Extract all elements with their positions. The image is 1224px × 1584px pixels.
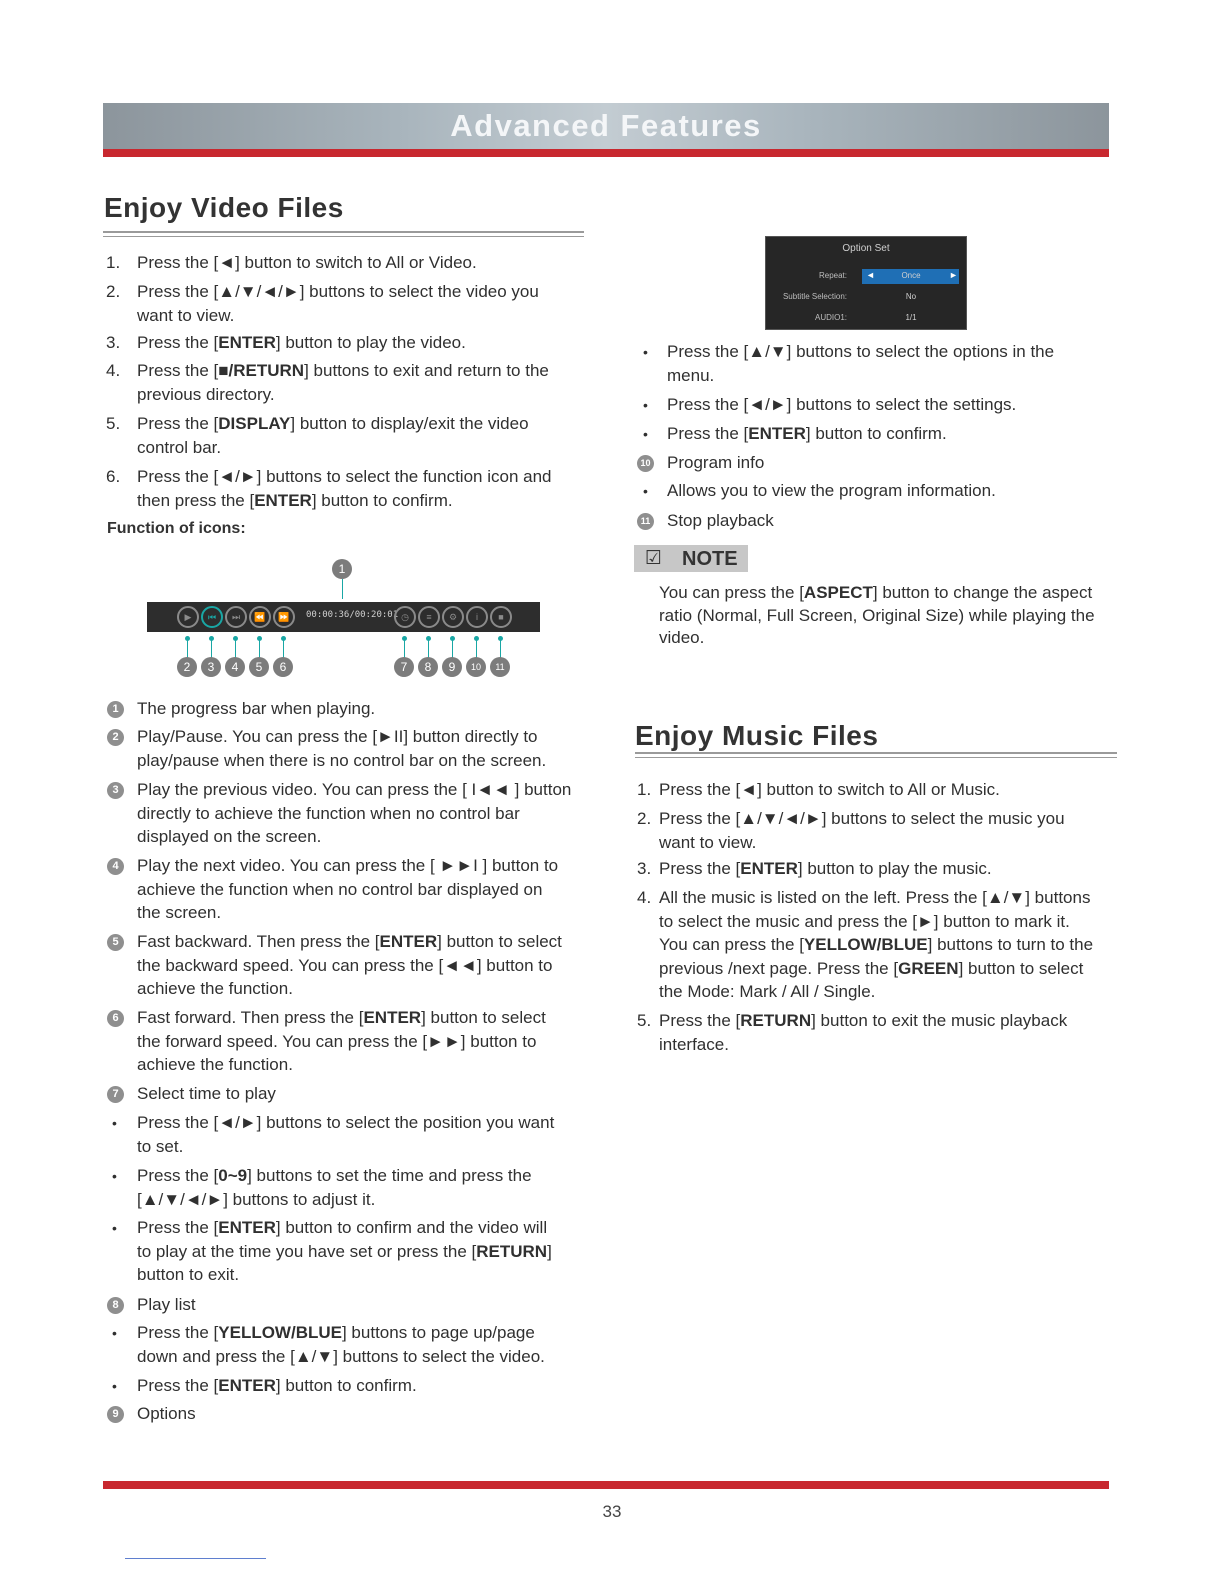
video-item-text: directly to achieve the function when no control bar [137,803,520,823]
option-value: 1/1 [905,313,917,322]
video-title-rule [103,231,584,233]
video-item-text: Fast backward. Then press the [ENTER] button to select [137,932,562,951]
video-step-text: then press the [ENTER] button to confirm. [137,490,453,510]
video-item-text: Options [137,1404,196,1423]
banner-red-stripe [103,149,1109,157]
video-step-text: control bar. [137,437,222,457]
right-item-text: Press the [▲/▼] buttons to select the options in the [667,342,1055,361]
music-step-text: the Mode: Mark / All / Single. [659,982,876,1001]
video-item-text: the screen. [137,903,222,922]
numbered-circle-1: 1 [107,701,124,718]
stop-icon: ■ [490,606,512,628]
option-label: Repeat: [818,271,847,280]
function-icons-heading: Function of icons: [107,520,246,537]
note-icon: ☑ [645,548,663,569]
music-step-text: Press the [◄] button to switch to All or Music. [659,780,1000,799]
video-step-text: Press the [▲/▼/◄/►] buttons to select the video you [137,282,539,301]
right-item-text: Press the [ENTER] button to confirm. [667,424,947,443]
callout-number: 10 [466,657,486,677]
video-item-text: Play/Pause. You can press the [►II] button directly to [137,727,538,746]
bullet: • [643,426,648,442]
numbered-circle-11: 11 [637,513,654,530]
bullet: • [112,1325,117,1341]
video-item-text: down and press the [▲/▼] buttons to select the video. [137,1346,545,1366]
page-number: 33 [602,1502,622,1521]
music-step-text: Press the [RETURN] button to exit the music playback [659,1011,1068,1030]
callout-number: 8 [418,657,438,677]
callout-number: 7 [394,657,414,677]
note-label: NOTE [682,548,738,570]
numbered-circle-10: 10 [637,455,654,472]
callout-line [428,640,429,658]
callout-line [452,640,453,658]
step-number: 3. [106,333,121,352]
numbered-circle-3: 3 [107,782,124,799]
callout-line [235,640,236,658]
music-section-title: Enjoy Music Files [635,720,879,751]
option-value: Once [901,271,921,280]
video-item-text: to set. [137,1136,184,1156]
music-step-text: Press the [▲/▼/◄/►] buttons to select the music you [659,809,1065,828]
note-text: ratio (Normal, Full Screen, Original Size) while playing the [659,605,1095,625]
video-item-text: Fast forward. Then press the [ENTER] button to select [137,1008,546,1027]
callout-line [342,579,343,599]
video-item-text: achieve the function. [137,979,293,998]
numbered-circle-2: 2 [107,729,124,746]
music-step-text: interface. [659,1034,729,1054]
callout-line [283,640,284,658]
numbered-circle-8: 8 [107,1297,124,1314]
numbered-circle-7: 7 [107,1086,124,1103]
note-text: video. [659,628,705,647]
clock-icon: ◷ [394,606,416,628]
music-step-text: to select the music and press the [►] button to mark it. [659,911,1070,931]
video-title-rule-2 [103,236,584,237]
step-number: 5. [106,414,121,433]
step-number: 2. [637,809,652,828]
timecode: 00:00:36/00:20:01 [306,610,399,620]
step-number: 1. [106,253,121,272]
video-step-text: Press the [■/RETURN] buttons to exit and return to the [137,361,549,380]
playlist-icon: ≡ [418,606,440,628]
video-item-text: achieve the function. [137,1055,293,1074]
video-item-text: displayed on the screen. [137,827,322,846]
bullet: • [643,344,648,360]
video-item-text: Play the previous video. You can press the [ I◄◄ ] button [137,780,572,799]
video-step-text: Press the [◄/►] buttons to select the function icon and [137,467,552,486]
right-arrow-icon: ► [949,270,958,280]
video-step-text: Press the [◄] button to switch to All or Video. [137,253,477,272]
music-step-text: Press the [ENTER] button to play the music. [659,859,992,878]
video-item-text: Select time to play [137,1084,276,1103]
bullet: • [112,1220,117,1236]
callout-line [404,640,405,658]
music-step-text: previous /next page. Press the [GREEN] button to select [659,958,1084,978]
video-step-text: want to view. [137,305,235,325]
video-item-text: the backward speed. You can press the [◄◄] button to [137,955,553,975]
numbered-circle-4: 4 [107,858,124,875]
video-item-text: button to exit. [137,1265,240,1284]
numbered-circle-5: 5 [107,934,124,951]
callout-line [187,640,188,658]
callout-line [500,640,501,658]
music-step-text: want to view. [659,832,757,852]
video-item-text: Play the next video. You can press the [ ►►I ] button to [137,856,559,875]
options-icon: ⚙ [442,606,464,628]
previous-icon: ⏮ [201,606,223,628]
bullet: • [112,1115,117,1131]
option-value: No [905,292,917,301]
music-title-rule [635,752,1117,754]
step-number: 3. [637,859,652,878]
callout-line [211,640,212,658]
bullet: • [643,397,648,413]
video-item-text: achieve the function when no control bar displayed on [137,879,543,899]
right-item-text: Program info [667,453,765,472]
video-step-text: Press the [ENTER] button to play the video. [137,333,466,352]
video-item-text: Press the [ENTER] button to confirm. [137,1376,417,1395]
option-set-title: Option Set [842,243,890,254]
info-icon: i [466,606,488,628]
step-number: 5. [637,1011,652,1030]
callout-number: 3 [201,657,221,677]
rewind-icon: ⏪ [249,606,271,628]
callout-line [476,640,477,658]
next-icon: ⏭ [225,606,247,628]
step-number: 6. [106,467,121,486]
callout-number: 2 [177,657,197,677]
music-step-text: You can press the [YELLOW/BLUE] buttons to turn to the [659,935,1094,954]
right-item-text: menu. [667,365,715,385]
option-label: Subtitle Selection: [782,292,847,301]
bullet: • [112,1378,117,1394]
fast-forward-icon: ⏩ [273,606,295,628]
numbered-circle-6: 6 [107,1010,124,1027]
callout-line [259,640,260,658]
callout-number: 5 [249,657,269,677]
right-item-text: Allows you to view the program information. [667,481,996,500]
numbered-circle-9: 9 [107,1406,124,1423]
footer-red-stripe [103,1481,1109,1489]
video-item-text: Press the [YELLOW/BLUE] buttons to page up/page [137,1323,535,1342]
video-item-text: [▲/▼/◄/►] buttons to adjust it. [137,1189,376,1209]
step-number: 4. [637,888,652,907]
video-item-text: Press the [◄/►] buttons to select the position you want [137,1113,555,1132]
play-icon: ▶ [177,606,199,628]
note-text: You can press the [ASPECT] button to change the aspect [659,583,1093,602]
music-step-text: All the music is listed on the left. Press the [▲/▼] buttons [659,888,1091,907]
bullet: • [112,1168,117,1184]
option-label: AUDIO1: [814,313,847,322]
footer-link-line [125,1558,266,1559]
callout-number: 4 [225,657,245,677]
music-title-rule-2 [635,757,1117,758]
video-item-text: Press the [0~9] buttons to set the time and press the [137,1166,532,1185]
video-step-text: previous directory. [137,384,275,404]
video-item-text: The progress bar when playing. [137,699,376,718]
video-section-title: Enjoy Video Files [104,192,344,223]
right-item-text: Stop playback [667,511,774,530]
video-item-text: to play at the time you have set or press the [RETURN] [137,1241,552,1261]
video-item-text: the forward speed. You can press the [►►] button to [137,1031,537,1051]
video-item-text: play/pause when there is no control bar on the screen. [137,750,547,770]
video-item-text: Play list [137,1295,196,1314]
step-number: 1. [637,780,652,799]
step-number: 2. [106,282,121,301]
left-arrow-icon: ◄ [866,270,875,280]
bullet: • [643,483,648,499]
callout-number: 9 [442,657,462,677]
callout-number: 11 [490,657,510,677]
video-item-text: Press the [ENTER] button to confirm and the video will [137,1218,548,1237]
callout-number: 1 [332,559,352,579]
right-item-text: Press the [◄/►] buttons to select the settings. [667,395,1017,414]
video-step-text: Press the [DISPLAY] button to display/exit the video [137,414,529,433]
page-banner: Advanced Features [103,103,1109,149]
callout-number: 6 [273,657,293,677]
step-number: 4. [106,361,121,380]
